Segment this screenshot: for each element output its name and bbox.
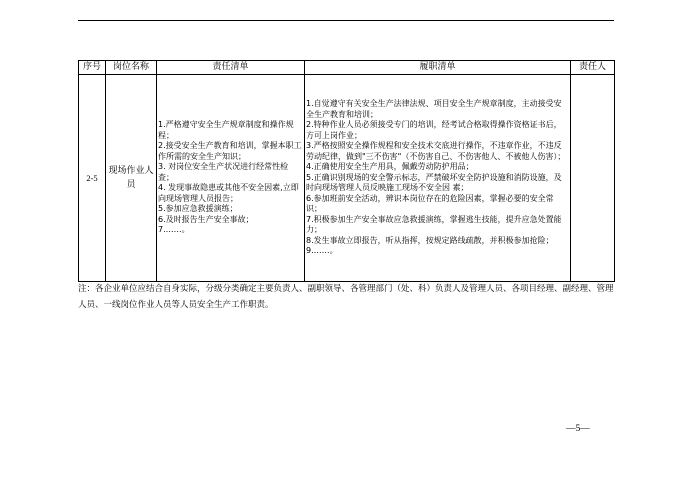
- header-rule: [78, 20, 614, 21]
- performance-item: 8.发生事故立即报告，听从指挥，按规定路线疏散，并积极参加抢险；: [306, 235, 554, 245]
- responsibility-item: 4. 发现事故隐患或其他不安全因素,立即向现场管理人员报告；: [158, 183, 299, 203]
- performance-item: 1.自觉遵守有关安全生产法律法规、项目安全生产规章制度，主动接受安全生产教育和培训；: [306, 99, 562, 119]
- duty-table: [78, 60, 615, 282]
- responsibility-item: 6.及时报告生产安全事故；: [158, 214, 254, 224]
- responsibility-item: 2.接受安全生产教育和培训，掌握本职工作所需的安全生产知识；: [158, 141, 302, 161]
- table-header-row: [79, 61, 615, 75]
- responsibility-item: 3. 对岗位安全生产状况进行经常性检查；: [158, 162, 289, 182]
- table-note: 注：各企业单位应结合自身实际，分级分类确定主要负责人、副职领导、各管理部门（处、科）负责人及管理人员、各项目经理、副经理、管理人员、一线岗位作业人员等人员安全生产工作职责。: [78, 284, 614, 310]
- table-row: [79, 75, 615, 282]
- performance-item: 6.参加班前安全活动，辨识本岗位存在的危险因素，掌握必要的安全常识；: [306, 193, 554, 214]
- header-position: 岗位名称: [106, 61, 157, 75]
- performance-item: 2.特种作业人员必须接受专门的培训，经考试合格取得操作资格证书后，方可上岗作业；: [306, 120, 562, 140]
- cell-responsibilities: [157, 75, 305, 282]
- header-seq: 序号: [79, 61, 106, 75]
- responsibility-item: 1.严格遵守安全生产规章制度和操作规程；: [158, 120, 294, 140]
- performance-item: 7.积极参加生产安全事故应急救援演练，掌握逃生技能，提升应急处置能力；: [306, 214, 562, 235]
- cell-position: 现场作业人员: [106, 75, 157, 282]
- responsibility-item: 7.……。: [158, 225, 190, 235]
- performance-item: 5.正确识别现场的安全警示标志，严禁破坏安全防护设施和消防设施，及时向现场管理人员反映施工现场不安全因 素；: [306, 172, 562, 193]
- performance-item: 9.……。: [306, 246, 338, 256]
- cell-seq: 2-5: [79, 75, 106, 282]
- performance-item: 3.严格按照安全操作规程和安全技术交底进行操作，不违章作业，不违反劳动纪律，做到"三不伤害"（不伤害自己、不伤害他人、不被他人伤害）；: [306, 141, 566, 161]
- performance-item: 4.正确使用安全生产用具，佩戴劳动防护用品；: [306, 162, 474, 172]
- responsibility-item: 5.参加应急救援演练；: [158, 204, 238, 214]
- header-responsibilities: 责任清单: [157, 61, 305, 75]
- header-performance: 履职清单: [305, 61, 571, 75]
- page-number: —5—: [566, 424, 590, 434]
- header-person: 责任人: [571, 61, 615, 75]
- cell-person: [571, 75, 615, 282]
- cell-performance: [305, 75, 571, 282]
